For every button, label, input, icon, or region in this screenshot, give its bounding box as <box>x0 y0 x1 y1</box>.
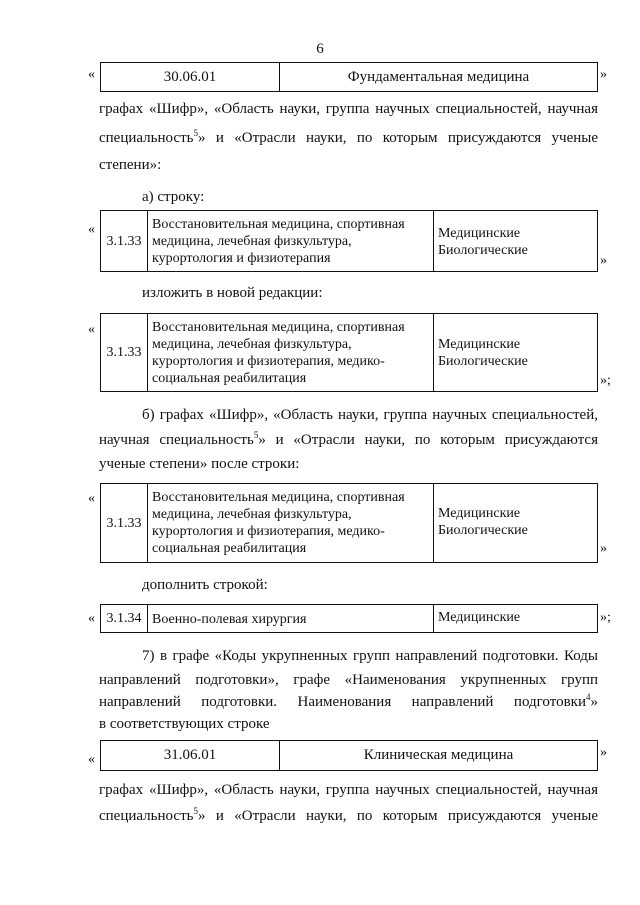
table-cell-code: 3.1.33 <box>106 345 142 360</box>
paragraph-line: степени»: <box>99 157 162 173</box>
quote-open: « <box>88 67 95 82</box>
paragraph-line: ученые степени» после строки: <box>99 456 300 472</box>
table-cell-area: Восстановительная медицина, спортивная медицина, лечебная физкультура, курортология и физиотерапия, медико- социальная реабилитация <box>147 314 433 391</box>
table-cell-code: 3.1.33 <box>106 233 142 249</box>
paragraph-line: графах «Шифр», «Область науки, группа научных специальностей, научная <box>99 101 598 117</box>
table-row-3-1-33-new <box>100 313 598 392</box>
paragraph-line: научная специальность$^5$» и «Отрасли науки, по которым присуждаются <box>99 430 598 448</box>
instruction-text: дополнить строкой: <box>142 577 268 593</box>
table-cell-area: Военно-полевая хирургия <box>147 605 433 632</box>
table-cell-area: Восстановительная медицина, спортивная медицина, лечебная физкультура, курортология и физиотерапия, медико- социальная реабилитация <box>147 484 433 562</box>
table-cell-code: 31.06.01 <box>163 747 217 763</box>
list-item-b: б) графах «Шифр», «Область науки, группа научных специальностей, <box>142 407 598 423</box>
quote-close: » <box>600 745 607 760</box>
quote-close: » <box>600 253 607 268</box>
table-row-3-1-34 <box>100 604 598 633</box>
table-cell-code: 3.1.34 <box>106 611 142 626</box>
quote-open: « <box>88 611 95 626</box>
table-cell-name: Клиническая медицина <box>279 741 597 770</box>
table-row-30-06-01 <box>100 62 598 92</box>
quote-open: « <box>88 322 95 337</box>
quote-open: « <box>88 222 95 237</box>
paragraph-line: в соответствующих строке <box>99 716 270 732</box>
table-cell-branch: Медицинские <box>433 605 597 632</box>
paragraph-line: направлений подготовки», графе «Наименования укрупненных групп <box>99 672 598 688</box>
list-item-a: а) строку: <box>142 189 205 205</box>
paragraph-line: направлений подготовки. Наименования направлений подготовки$^4$» <box>99 692 598 710</box>
quote-open: « <box>88 491 95 506</box>
paragraph-line: специальность$^5$» и «Отрасли науки, по которым присуждаются ученые <box>99 128 598 146</box>
table-row-31-06-01 <box>100 740 598 771</box>
table-cell-branches: Медицинские Биологические <box>433 314 597 391</box>
quote-open: « <box>88 752 95 767</box>
table-cell-branches: Медицинские Биологические <box>433 484 597 562</box>
table-cell-code: 3.1.33 <box>106 515 142 531</box>
paragraph-line: специальность$^5$» и «Отрасли науки, по которым присуждаются ученые <box>99 806 598 824</box>
paragraph-line: графах «Шифр», «Область науки, группа научных специальностей, научная <box>99 782 598 798</box>
table-row-3-1-33-after <box>100 483 598 563</box>
quote-close: »; <box>600 610 611 625</box>
quote-close: »; <box>600 373 611 388</box>
instruction-text: изложить в новой редакции: <box>142 285 323 301</box>
list-item-7: 7) в графе «Коды укрупненных групп направлений подготовки. Коды <box>142 648 598 664</box>
quote-close: » <box>600 541 607 556</box>
table-cell-area: Восстановительная медицина, спортивная медицина, лечебная физкультура, курортология и физиотерапия <box>147 211 433 271</box>
table-cell-code: 30.06.01 <box>163 68 217 85</box>
quote-close: » <box>600 67 607 82</box>
page-number: 6 <box>316 41 324 57</box>
table-row-3-1-33-old <box>100 210 598 272</box>
table-cell-name: Фундаментальная медицина <box>279 63 597 91</box>
table-cell-branches: Медицинские Биологические <box>433 211 597 271</box>
